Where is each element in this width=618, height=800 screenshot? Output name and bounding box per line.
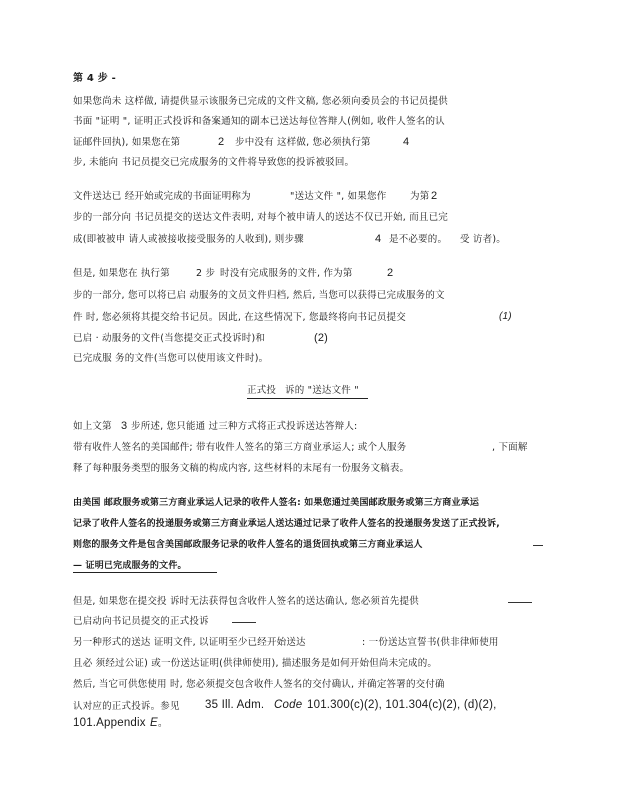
p3-line3: 件 时, 您必须将其提交给书记员。因此, 在这些情况下, 您最终将向书记员提交 — [73, 312, 406, 323]
p1-line4: 步, 未能向 书记员提交已完成服务的文件将导致您的投诉被驳回。 — [73, 157, 355, 168]
p1-step-4: 4 — [403, 136, 410, 148]
p4-line1-cont: 步所述, 您只能通 过三种方式将正式投诉送达答辩人: — [131, 421, 358, 432]
section-heading-a: 正式投 — [247, 385, 277, 396]
p2-line1-cont: 为第 — [410, 191, 430, 202]
step-heading: 第 4 步 - — [73, 73, 116, 84]
p6-citation-sections: 101.300(c)(2), 101.304(c)(2), (d)(2), — [307, 699, 497, 711]
p6-line1: 但是, 如果您在提交投 诉时无法获得包含收件人签名的送达确认, 您必须首先提供 — [73, 596, 419, 607]
p2-service-doc-term: "送达文件 ", 如果您作 — [290, 191, 387, 202]
p6-line2: 已启动向书记员提交的正式投诉 — [73, 616, 209, 627]
p4-line1: 如上文第 — [73, 421, 112, 432]
p3-item-1: (1) — [499, 311, 512, 322]
p6-line6: 认对应的正式投诉。参见 — [73, 701, 180, 712]
p3-step-2b: 2 — [387, 267, 394, 279]
section-heading-b: 诉的 "送达文件 " — [285, 385, 359, 396]
p3-step-2: 2 步 — [196, 268, 216, 279]
p4-line2-end: , 下面解 — [492, 442, 528, 453]
p3-line1: 但是, 如果您在 执行第 — [73, 268, 170, 279]
p6-line3-cont: : 一份送达宣誓书(供非律师使用 — [362, 637, 499, 648]
p6-line5: 然后, 当它可供您使用 时, 您必须提交包含收件人签名的交付确认, 并确定答署的交付确 — [73, 679, 445, 690]
p5-underline — [73, 572, 217, 573]
p5-line3: 则您的服务文件是包含美国邮政服务记录的收件人签名的退货回执或第三方商业承运人 — [73, 540, 423, 550]
p3-line2: 步的一部分, 您可以将已启 动服务的文员文件归档, 然后, 当您可以获得已完成服务的文 — [73, 290, 445, 301]
p6-dash2 — [232, 622, 256, 623]
p6-period: 。 — [158, 718, 168, 729]
p1-line1: 如果您尚未 这样做, 请提供显示该服务已完成的文件文稿, 您必须向委员会的书记员提供 — [73, 96, 448, 107]
section-heading-underline — [247, 398, 368, 399]
p2-step-4: 4 — [375, 233, 382, 245]
p3-line1-cont: 时没有完成服务的文件, 作为第 — [220, 268, 353, 279]
p3-item-2: (2) — [314, 332, 329, 344]
p2-line2: 步的一部分向 书记员提交的送达文件表明, 对每个被申请人的送达不仅已开始, 而且已完 — [73, 212, 448, 223]
p4-step-3: 3 — [121, 420, 128, 432]
p2-line3: 成(即被被申 请人或被接收接受服务的人收到), 则步骤 — [73, 234, 304, 245]
p3-line5: 已完成服 务的文件(当您可以使用该文件时)。 — [73, 353, 269, 364]
p6-citation-a: 35 Ill. Adm. — [205, 699, 265, 711]
p6-citation-code: Code — [274, 699, 303, 711]
p6-line4: 且必 须经过公证) 或一份送达证明(供律师使用), 描述服务是如何开始但尚未完成的。 — [73, 658, 438, 669]
p5-dash — [533, 545, 543, 546]
p6-line3: 另一种形式的送达 证明文件, 以证明至少已经开始送达 — [73, 637, 306, 648]
p6-dash1 — [508, 602, 532, 603]
p5-line4: — 证明已完成服务的文件。 — [73, 561, 187, 571]
p5-line2: 记录了收件人签名的投递服务或第三方商业承运人送达通过记录了收件人签名的投递服务发送了正式投诉, — [73, 519, 500, 529]
p1-line3: 证邮件回执), 如果您在第 — [73, 137, 181, 148]
p3-line4: 已启 · 动服务的文件(当您提交正式投诉时)和 — [73, 333, 266, 344]
p4-line3: 释了每种服务类型的服务文稿的构成内容, 这些材料的末尾有一份服务文稿表。 — [73, 463, 410, 474]
p2-step-2: 2 — [431, 190, 438, 202]
p1-line2: 书面 "证明 ", 证明正式投诉和备案通知的副本已送达每位答辩人(例如, 收件人签名的认 — [73, 116, 445, 127]
p2-unnecessary: 是不必要的。 — [389, 234, 448, 245]
p4-line2: 带有收件人签名的美国邮件; 带有收件人签名的第三方商业承运人; 或个人服务 — [73, 442, 407, 453]
p6-appendix: 101.Appendix — [73, 717, 146, 729]
p1-line3-cont: 步中没有 这样做, 您必须执行第 — [235, 137, 371, 148]
p2-line1: 文件送达已 经开始或完成的书面证明称为 — [73, 191, 251, 202]
p6-appendix-e: E — [150, 717, 158, 729]
p1-step-number: 2 — [218, 136, 225, 148]
p5-line1: 由美国 邮政服务或第三方商业承运人记录的收件人签名: 如果您通过美国邮政服务或第三方商业承运 — [73, 498, 480, 508]
p2-respondent: 受 访者)。 — [460, 234, 506, 245]
